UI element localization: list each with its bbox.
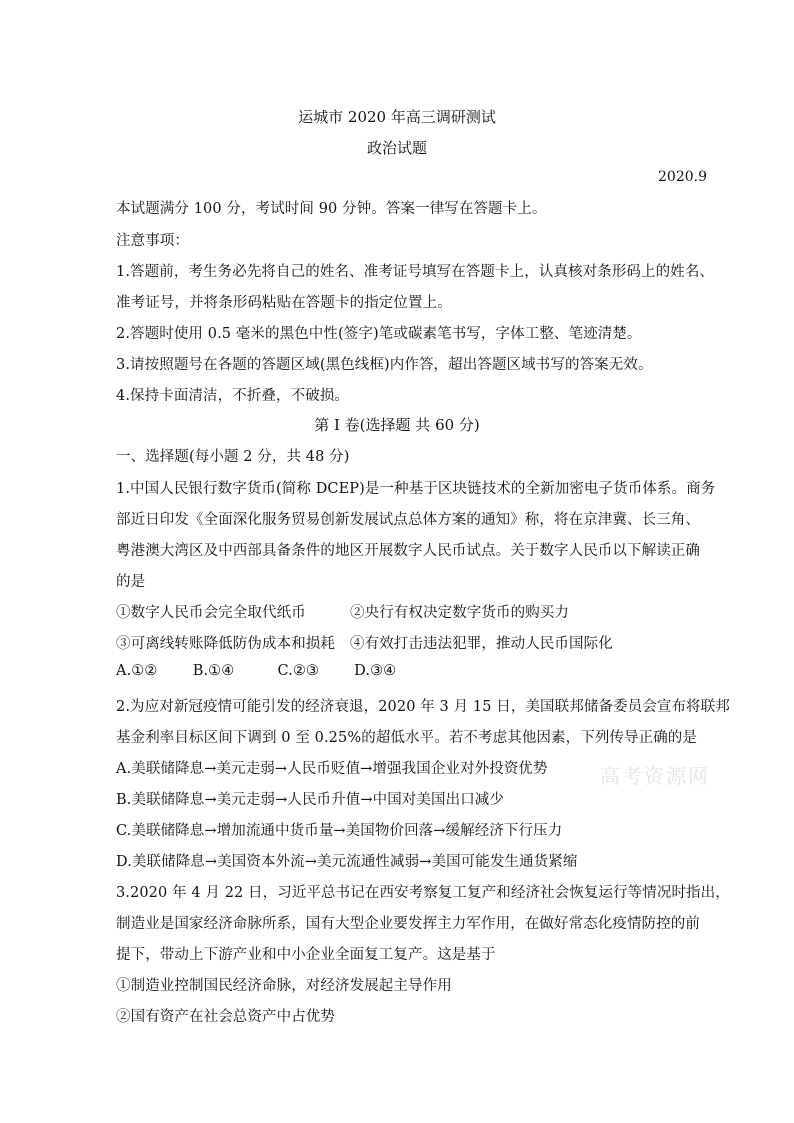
q1-stem-line: 部近日印发《全面深化服务贸易创新发展试点总体方案的通知》称，将在京津冀、长三角、 (116, 512, 700, 528)
notice-item: 3.请按照题号在各题的答题区域(黑色线框)内作答，超出答题区域书写的答案无效。 (116, 357, 653, 373)
choice-b[interactable]: B.①④ (192, 663, 235, 679)
exam-subtitle: 政治试题 (366, 139, 427, 157)
q3-stem-line: 提下，带动上下游产业和中小企业全面复工复产。这是基于 (116, 947, 496, 963)
q2-option-d[interactable]: D.美联储降息→美国资本外流→美元流通性减弱→美国可能发生通货紧缩 (116, 854, 578, 870)
choice-c[interactable]: C.②③ (277, 663, 320, 679)
choice-a[interactable]: A.①② (116, 663, 158, 679)
q2-stem-line: 2.为应对新冠疫情可能引发的经济衰退，2020 年 3 月 15 日，美国联邦储备委员会宣布将联邦 (116, 699, 730, 715)
exam-title: 运城市 2020 年高三调研测试 (298, 108, 496, 126)
q1-choices (116, 663, 396, 679)
q3-stem-line: 制造业是国家经济命脉所系，国有大型企业要发挥主力军作用，在做好常态化疫情防控的前 (116, 916, 700, 932)
part-heading: 一、选择题(每小题 2 分，共 48 分) (116, 449, 350, 465)
q1-statement: ①数字人民币会完全取代纸币 (116, 605, 306, 621)
q1-stem-line: 1.中国人民银行数字货币(简称 DCEP)是一种基于区块链技术的全新加密电子货币体系。商务 (116, 481, 716, 497)
intro-text: 本试题满分 100 分，考试时间 90 分钟。答案一律写在答题卡上。 (116, 201, 547, 217)
q2-option-a[interactable]: A.美联储降息→美元走弱→人民币贬值→增强我国企业对外投资优势 (116, 761, 548, 777)
q3-statement: ②国有资产在社会总资产中占优势 (116, 1009, 335, 1025)
q3-statement: ①制造业控制国民经济命脉，对经济发展起主导作用 (116, 978, 452, 994)
q1-stem-line: 粤港澳大湾区及中西部具备条件的地区开展数字人民币试点。关于数字人民币以下解读正确 (116, 543, 700, 559)
section-title: 第 I 卷(选择题 共 60 分) (314, 416, 480, 434)
q1-statement: ④有效打击违法犯罪，推动人民币国际化 (350, 636, 613, 652)
watermark: 高考资源网 (600, 764, 710, 788)
exam-date: 2020.9 (658, 169, 707, 185)
notice-item: 1.答题前，考生务必先将自己的姓名、准考证号填写在答题卡上，认真核对条形码上的姓名、 (116, 264, 715, 280)
q1-statement: ②央行有权决定数字货币的购买力 (350, 605, 569, 621)
notice-item: 4.保持卡面清洁，不折叠，不破损。 (116, 388, 350, 404)
notice-item: 准考证号，并将条形码粘贴在答题卡的指定位置上。 (116, 295, 452, 311)
choice-d[interactable]: D.③④ (354, 663, 397, 679)
q1-statement: ③可离线转账降低防伪成本和损耗 (116, 636, 335, 652)
q3-stem-line: 3.2020 年 4 月 22 日，习近平总书记在西安考察复工复产和经济社会恢复运行等情况时指出， (116, 885, 730, 901)
notice-heading: 注意事项： (116, 233, 189, 249)
q2-option-b[interactable]: B.美联储降息→美元走弱→人民币升值→中国对美国出口减少 (116, 792, 505, 808)
q2-option-c[interactable]: C.美联储降息→增加流通中货币量→美国物价回落→缓解经济下行压力 (116, 823, 563, 839)
notice-item: 2.答题时使用 0.5 毫米的黑色中性(签字)笔或碳素笔书写，字体工整、笔迹清楚。 (116, 326, 642, 342)
q1-stem-line: 的是 (116, 574, 146, 590)
q2-stem-line: 基金利率目标区间下调到 0 至 0.25%的超低水平。若不考虑其他因素，下列传导正确的是 (116, 730, 698, 746)
